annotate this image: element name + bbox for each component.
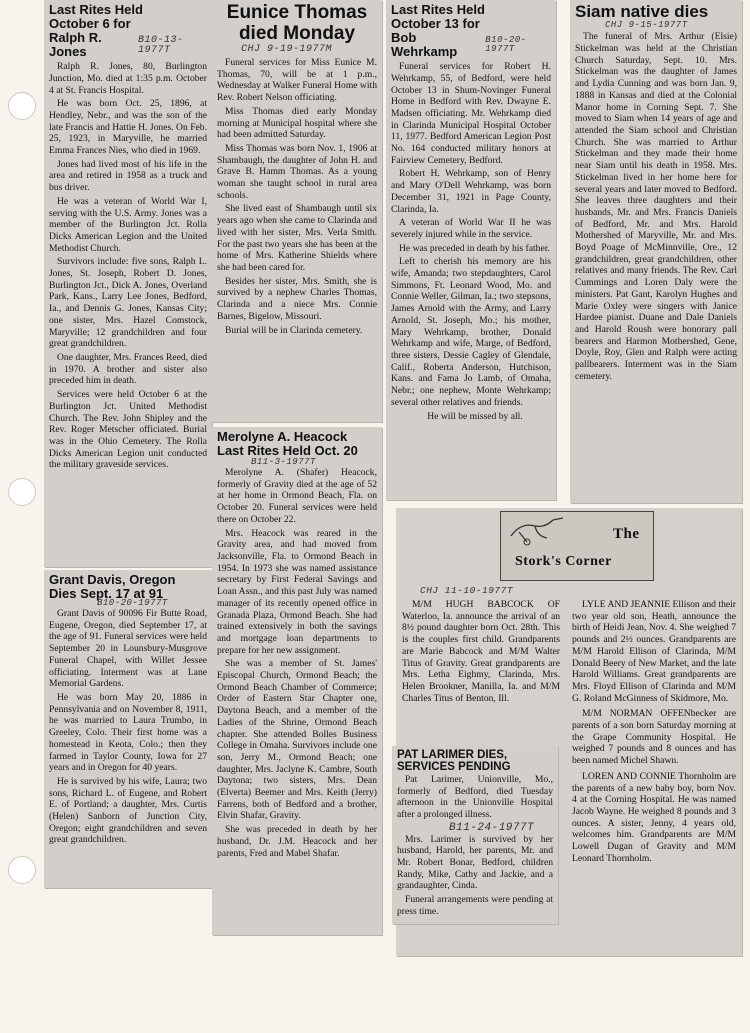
storks-corner-banner: [500, 511, 654, 581]
headline: Siam native dies: [575, 2, 709, 21]
paragraph: Besides her sister, Mrs. Smith, she is survived by a nephew Charles Thomas, Clarinda and a niece Mrs. Connie Barnes, Bigelow, Missouri.: [217, 275, 377, 322]
paragraph: Merolyne A. (Shafer) Heacock, formerly of Gravity died at the age of 52 at her home in Ormond Beach, Fla. on October 20. Funeral services were held there on October 22.: [217, 467, 377, 525]
clipping-siam-native-dies: [570, 0, 742, 503]
paragraph: LOREN AND CONNIE Thornholm are the parents of a new baby boy, born Nov. 4 at the Corning Hospital. He was named Jacob Wayne. He weighed 8 pounds and 3 ounces. A sister, Jenny, 4 years old, welcomes him. Grandparents are M/M Lowell Dugan of Gravity and M/M Leonard Thornholm.: [572, 770, 736, 864]
paragraph: LYLE AND JEANNIE Ellison and their two year old son, Heath, announce the birth of Heidi Jean, Nov. 4. She weighed 7 pounds and 2½ ounces. Grandparents are M/M Harold Ellison of Clarinda, M/M Donald Beery of New Market, and the late Harold Williams. Great grandparents are Mrs. Floyd Ellison of Clarinda and M/M G. Roland McGinness of Skidmore, Mo.: [572, 599, 736, 704]
paragraph: The funeral of Mrs. Arthur (Elsie) Stickelman was held at the Christian Church Saturday, Sept. 10. Mrs. Stickelman was the daughter of James and Lydia Cunning and was born Jan. 9, 1888 in Kansas and died at the Colonial Manor home in Corning Sept. 7. She moved to Siam when 14 years of age and attended the Siam school and Christian Church. She was married to Arthur Stickelman and they made their home near Siam until his death in 1958. Mrs. Stickelman lived in her home here for several years and later moved to Bedford. She leaves three daughters and their husbands, Mr. and Mrs. Francis Daniels of Bedford, Mr. and Mrs. Harold Mothershed of Maryville, Mr. and Mrs. Boyd Poage of McMinnville, Ore., 12 grandchildren, great grandchildren, other relatives and many friends. The Rev. Carl Cummings and Loren Daly were the ministers. Pat Gant, Karolyn Hughes and Marie Oxley were singers with Janice Hardee pianist. Duane and Dale Daniels and Harold Roush were honorary pall bearers and Harmon Mothershed, Gene, Doyle, Roy, Glen and Ralph were acting pallbearers. Interment was in the Siam cemetery.: [575, 31, 737, 382]
paragraph: Services were held October 6 at the Burlington Jct. United Methodist Church. The Rev. John Shipley and the Rev. Roger Metscher officiated. Burial was in the Ohio Cemetery. The Rolla Dicks American Legion unit conducted the military graveside services.: [49, 389, 207, 471]
paragraph: Jones had lived most of his life in the area and retired in 1958 as a truck and bus driver.: [49, 158, 207, 194]
clipping-eunice-thomas: [212, 0, 382, 422]
stork-illustration-icon: [507, 514, 567, 548]
banner-the: The: [613, 526, 640, 542]
paragraph: A veteran of World War II he was severely injured while in the service.: [391, 217, 551, 240]
headline: Last Rites Held: [49, 2, 143, 17]
article-body: [397, 834, 553, 918]
handwritten-date-note: CHJ 11-10-1977T: [420, 585, 514, 596]
paragraph: She was a member of St. James' Episcopal Church, Ormond Beach; the Ormond Beach Chamber of Commerce; Order of Eastern Star Chapter one, Daytona Beach, and a member of the Ladies of the Shrine, Ormond Beach chapter. She attended Bolles Business College in Omaha. Survivors include one son, Jerry M., Ormond Beach; one daughter, Mrs. Jaclyne K. Cambre, South Daytona; two sisters, Mrs. Dean (Elverta) Beemer and Mrs. Keith (Jerry) Farrens, both of Bedford and a brother, Elvin Shafar, Gravity.: [217, 658, 377, 822]
handwritten-date-note: B10-20-1977T: [485, 35, 527, 55]
paragraph: Ralph R. Jones, 80, Burlington Junction, Mo. died at 1:35 p.m. October 4 at St. Francis Hospital.: [49, 61, 207, 96]
paragraph: She was preceded in death by her husband, Dr. J.M. Heacock and her parents, Fred and Mabel Shafar.: [217, 824, 377, 859]
paragraph: Robert H. Wehrkamp, son of Henry and Mary O'Dell Wehrkamp, was born December 31, 1921 in Page County, Clarinda, Ia.: [391, 168, 551, 215]
handwritten-date-note: B11-24-1977T: [449, 821, 535, 834]
paragraph: One daughter, Mrs. Frances Reed, died in 1970. A brother and sister also preceded him in death.: [49, 352, 207, 387]
birth-announcement-left: [402, 599, 560, 708]
article-body: [575, 31, 737, 382]
headline: Last Rites Held Oct. 20: [217, 443, 358, 459]
binder-hole: [8, 856, 36, 884]
article-body: [217, 57, 377, 336]
handwritten-date-note: CHJ 9-15-1977T: [605, 20, 688, 31]
paragraph: Mrs. Larimer is survived by her husband, Harold, her parents, Mr. and Mr. Robert Bonar, Bedford, children Randy, Mike, Cathy and Jackie, and a grandaughter, Cinda.: [397, 833, 553, 892]
handwritten-date-note: B11-3-1977T: [251, 457, 316, 468]
paragraph: Grant Davis of 90096 Fir Butte Road, Eugene, Oregon, died September 17, at the age of 91. Funeral services were held September 20 in Lounsbury-Musgrove Funeral Chapel, with Willet Jessee officiating. Interment was at Lane Memorial Gardens.: [49, 608, 207, 690]
paragraph: Survivors include: five sons, Ralph L. Jones, St. Joseph, Robert D. Jones, Burlington Jct., Dick A. Jones, Overland Park, Kans., Larry Lee Jones, Bedford, Ia., and Dennis G. Jones, Kansas City; one sister, Mrs. Hazel Comstock, Maryville; 12 grandchildren and four great grandchildren.: [49, 256, 207, 350]
article-body: [397, 774, 553, 821]
headline: Eunice Thomas: [226, 2, 368, 23]
paragraph: She lived east of Shambaugh until six years ago when she came to Clarinda and lived with her sister, Mrs. Verla Smith. For the past two years she has been at the home of Mrs. Katherine Shields where she had been cared for.: [217, 203, 377, 273]
paragraph: He was born Oct. 25, 1896, at Hendley, Nebr., and was the son of the late Francis and Hattie H. Jones. On Feb. 25, 1923, in Maryville, he married Emma Frances Nies, who died in 1969.: [49, 98, 207, 157]
clipping-grant-davis: [44, 570, 212, 888]
headline-name: Bob Wehrkamp: [391, 30, 458, 60]
clipping-pat-larimer: [392, 746, 558, 924]
headline: PAT LARIMER DIES,: [397, 749, 508, 761]
paragraph: Left to cherish his memory are his wife, Amanda; two stepdaughters, Carol Simmons, Ft. Leonard Wood, Mo. and Connie Weller, Gilman, Ia.; two stepsons, James Arnold with the Army, and Larry Arnold, St. Joseph, Mo.; his mother, Mary Wehrkamp, brother, Donald Wehrkamp and wife, Marge, of Bedford, three sisters, Dessie Cagley of Glendale, Calif., Roberta Anderson, Hutchison, Kans. and Fama Jo Lamb, of Omaha, Nebr.; one nephew, Monte Wehrkamp; several other relatives and friends.: [391, 256, 551, 408]
paragraph: Mrs. Heacock was reared in the Gravity area, and had moved from Jacksonville, Fla. to Ormond Beach in 1954. In 1973 she was named assistance secretary by First Federal Savings and Loan Assn., and this past July was named manager of its recently opened office in Granada Plaza, Ormond Beach. She had trained extensively in both the savings and mortgage loan departments to prepare for her new assignment.: [217, 527, 377, 656]
paragraph: M/M NORMAN OFFENbecker are parents of a son born Saturday morning at the Grape Community Hospital. He weighed 7 pounds and 8 ounces and has been named Michel Shawn.: [572, 708, 736, 767]
paragraph: He will be missed by all.: [427, 410, 523, 422]
banner-title: Stork's Corner: [515, 554, 612, 569]
clipping-bob-wehrkamp: [386, 0, 556, 500]
article-body: [49, 608, 207, 846]
article-body: [391, 61, 551, 422]
paragraph: M/M HUGH BABCOCK OF Waterloo, Ia. announce the arrival of an 8½ pound daughter born Oct. 28th. This is the couples first child. Grandparents are Marie Babcock and M/M Walter Titus of Gravity. Great grandparents are Mrs. Letha Eighmy, Clarinda, Mrs. Helen Brookner, Manilla, Ia. and M/M Charles Titus of Benton, Ill.: [402, 599, 560, 704]
headline: Grant Davis, Oregon: [49, 572, 176, 587]
article-body: [49, 61, 207, 471]
handwritten-date-note: B10-20-1977T: [97, 598, 168, 609]
headline: October 13 for: [391, 16, 480, 32]
paragraph: Pat Larimer, Unionville, Mo., formerly of Bedford, died Tuesday afternoon in the Unionville Hospital after a prolonged illness.: [397, 773, 553, 820]
binder-hole: [8, 92, 36, 120]
clipping-merolyne-heacock: [212, 427, 382, 935]
paragraph: Miss Thomas was born Nov. 1, 1906 at Shambaugh, the daughter of John H. and Grave B. Hamm Thomas. As a young woman she taught school in rural area schools.: [217, 142, 377, 201]
headline-name: Ralph R. Jones: [49, 30, 102, 60]
handwritten-date-note: B10-13-1977T: [138, 35, 184, 57]
headline: Merolyne A. Heacock: [217, 429, 348, 444]
headline: died Monday: [238, 22, 356, 44]
paragraph: Miss Thomas died early Monday morning at Municipal hospital where she had been admitted Saturday.: [217, 105, 377, 141]
paragraph: Funeral arrangements were pending at press time.: [397, 894, 553, 917]
headline: SERVICES PENDING: [397, 761, 511, 774]
paragraph: He is survived by his wife, Laura; two sons, Richard L. of Eugene, and Robert E. of Portland; a daughter, Mrs. Curtis (Helen) Sanborn of Junction City, Oregon; eight grandchildren and seven great grandchildren.: [49, 775, 207, 846]
paragraph: Burial will be in Clarinda cemetery.: [225, 324, 363, 336]
article-body: [217, 467, 377, 859]
paragraph: He was preceded in death by his father.: [399, 242, 550, 254]
headline: Dies Sept. 17 at 91: [49, 586, 164, 602]
paragraph: He was a veteran of World War I, serving with the U.S. Army. Jones was a member of the Burlington Jct. Rolla Dicks American Legion and the United Methodist Church.: [49, 195, 207, 254]
paragraph: He was born May 20, 1886 in Pennsylvania and on November 8, 1911, he was married to Laura Trumbo, in Greeley, Colo. Their first home was a homestead in Keota, Colo.; then they farmed in Taylor County, Iowa for 27 years and in Oregon for 40 years.: [49, 691, 207, 774]
birth-announcements-right: [572, 599, 736, 868]
paragraph: Funeral services for Miss Eunice M. Thomas, 70, will be at 1 p.m., Wednesday at Walker Funeral Home with Rev. Robert Nelson officiating.: [217, 57, 377, 104]
headline: Last Rites Held: [391, 2, 485, 17]
binder-hole: [8, 478, 36, 506]
handwritten-date-note: CHJ 9-19-1977M: [241, 44, 333, 56]
clipping-ralph-jones: [44, 0, 212, 567]
paragraph: Funeral services for Robert H. Wehrkamp, 55, of Bedford, were held October 13 in Shum-Novinger Funeral Home in Bedford with Rev. Dwayne E. Madsen officiating. Mr. Wehrkamp died in Clarinda Municipal Hospital October 11, 1977. Bedford American Legion Post No. 164 conducted military honors at Fairview Cemetery, Bedford.: [391, 61, 551, 166]
headline: October 6 for: [49, 16, 131, 32]
